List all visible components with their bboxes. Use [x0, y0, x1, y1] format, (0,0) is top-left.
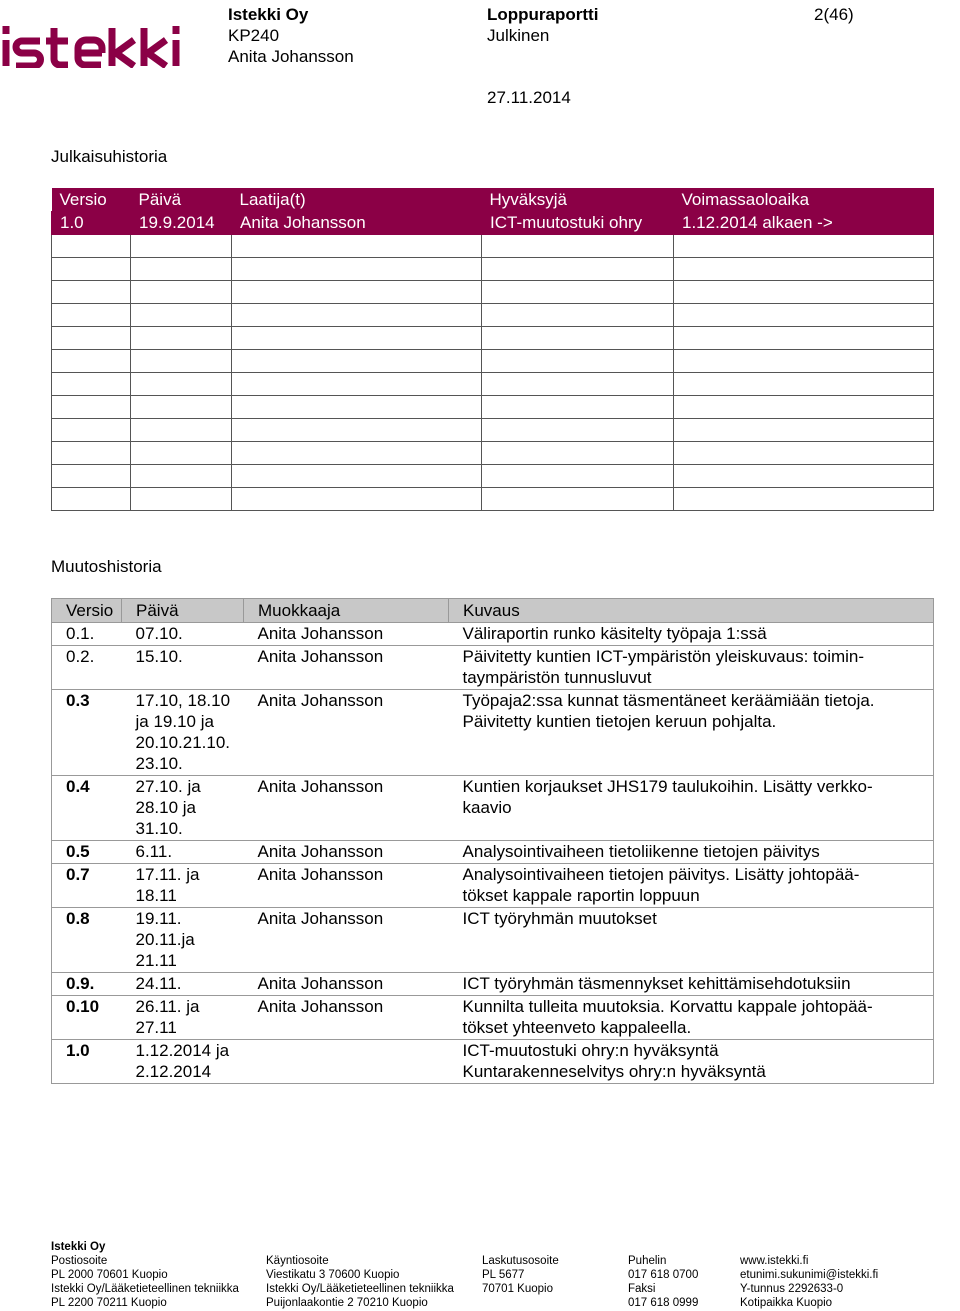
date-cell: 1.12.2014 ja 2.12.2014 — [122, 1040, 244, 1084]
version-cell: 0.8 — [52, 908, 122, 973]
editor-cell: Anita Johansson — [244, 646, 449, 690]
empty-row — [52, 419, 934, 442]
table-cell — [482, 235, 674, 258]
column-header: Muokkaaja — [244, 599, 449, 623]
column-header: Hyväksyjä — [482, 188, 674, 212]
footer-text: Käyntiosoite — [266, 1255, 329, 1267]
table-cell — [482, 419, 674, 442]
footer-text: Puhelin — [628, 1255, 667, 1267]
version-cell: 0.5 — [52, 841, 122, 864]
footer-text: Faksi — [628, 1283, 656, 1295]
header-doc-type: Loppuraportti — [487, 5, 599, 24]
table-cell — [131, 465, 232, 488]
table-row — [52, 841, 934, 864]
table-cell — [52, 304, 131, 327]
table-cell — [52, 465, 131, 488]
editor-cell: Anita Johansson — [244, 841, 449, 864]
version-cell: 0.4 — [52, 776, 122, 841]
footer-link-email[interactable]: etunimi.sukunimi@istekki.fi — [740, 1269, 879, 1281]
version-cell: 1.0 — [52, 1040, 122, 1084]
table-cell — [232, 419, 482, 442]
empty-row — [52, 488, 934, 511]
publication-history-title: Julkaisuhistoria — [51, 147, 168, 166]
table-cell — [674, 281, 934, 304]
table-cell — [674, 442, 934, 465]
footer — [51, 1240, 105, 1254]
version-cell: 0.3 — [52, 690, 122, 776]
empty-row — [52, 281, 934, 304]
table-cell — [52, 442, 131, 465]
description-cell: Analysointivaiheen tietojen päivitys. Lisätty johtopää- tökset kappale raportin loppuun — [449, 864, 934, 908]
footer-link-website[interactable]: www.istekki.fi — [740, 1255, 809, 1267]
description-cell: Kuntien korjaukset JHS179 taulukoihin. Lisätty verkko- kaavio — [449, 776, 934, 841]
table-cell — [674, 396, 934, 419]
editor-cell: Anita Johansson — [244, 776, 449, 841]
table-cell — [674, 327, 934, 350]
table-cell — [482, 396, 674, 419]
table-cell — [131, 442, 232, 465]
table-cell — [52, 488, 131, 511]
table-cell — [131, 258, 232, 281]
table-cell — [52, 350, 131, 373]
istekki-logo — [0, 24, 185, 68]
date-cell: 07.10. — [122, 623, 244, 646]
footer-text: PL 2200 70211 Kuopio — [51, 1297, 167, 1309]
editor-cell: Anita Johansson — [244, 623, 449, 646]
date-cell: 17.10, 18.10 ja 19.10 ja 20.10.21.10. 23.10. — [122, 690, 244, 776]
table-cell — [232, 465, 482, 488]
table-cell: 19.9.2014 — [131, 212, 232, 235]
column-header: Kuvaus — [449, 599, 934, 623]
table-cell — [674, 258, 934, 281]
date-cell: 26.11. ja 27.11 — [122, 996, 244, 1040]
footer-col-web — [740, 1254, 878, 1310]
date-cell: 6.11. — [122, 841, 244, 864]
footer-col-phone — [628, 1254, 698, 1310]
footer-col-postal — [51, 1254, 239, 1310]
description-cell: ICT työryhmän täsmennykset kehittämisehdotuksiin — [449, 973, 934, 996]
table-cell — [232, 281, 482, 304]
table-cell — [232, 488, 482, 511]
editor-cell: Anita Johansson — [244, 908, 449, 973]
footer-text: Istekki Oy/Lääketieteellinen tekniikka — [266, 1283, 454, 1295]
table-row — [52, 646, 934, 690]
table-cell — [232, 235, 482, 258]
table-cell — [131, 350, 232, 373]
empty-row — [52, 373, 934, 396]
table-cell — [131, 281, 232, 304]
column-header: Laatija(t) — [232, 188, 482, 212]
table-cell — [482, 442, 674, 465]
footer-text: 017 618 0700 — [628, 1269, 699, 1281]
table-cell — [482, 258, 674, 281]
description-cell: Päivitetty kuntien ICT-ympäristön yleiskuvaus: toimin- taympäristön tunnusluvut — [449, 646, 934, 690]
footer-col-visit — [266, 1254, 454, 1310]
footer-text: Viestikatu 3 70600 Kuopio — [266, 1269, 400, 1281]
column-header: Päivä — [122, 599, 244, 623]
version-cell: 0.9. — [52, 973, 122, 996]
footer-text: Postiosoite — [51, 1255, 108, 1267]
table-cell — [232, 396, 482, 419]
empty-row — [52, 350, 934, 373]
table-cell — [52, 419, 131, 442]
table-cell — [52, 281, 131, 304]
table-cell — [674, 373, 934, 396]
version-cell: 0.7 — [52, 864, 122, 908]
editor-cell: Anita Johansson — [244, 973, 449, 996]
page-number: 2(46) — [814, 5, 854, 24]
footer-text: Puijonlaakontie 2 70210 Kuopio — [266, 1297, 428, 1309]
table-row — [52, 776, 934, 841]
table-row — [52, 973, 934, 996]
empty-row — [52, 465, 934, 488]
editor-cell: Anita Johansson — [244, 996, 449, 1040]
table-header-row — [52, 599, 934, 623]
table-cell: Anita Johansson — [232, 212, 482, 235]
column-header: Voimassaoloaika — [674, 188, 934, 212]
editor-cell — [244, 1040, 449, 1084]
header-company: Istekki Oy — [228, 5, 309, 24]
date-cell: 15.10. — [122, 646, 244, 690]
table-row — [52, 690, 934, 776]
description-cell: ICT-muutostuki ohry:n hyväksyntä Kuntarakenneselvitys ohry:n hyväksyntä — [449, 1040, 934, 1084]
footer-text: Istekki Oy/Lääketieteellinen tekniikka — [51, 1283, 239, 1295]
column-header: Päivä — [131, 188, 232, 212]
footer-col-billing — [482, 1254, 559, 1296]
date-cell: 27.10. ja 28.10 ja 31.10. — [122, 776, 244, 841]
footer-text: Laskutusosoite — [482, 1255, 559, 1267]
empty-row — [52, 258, 934, 281]
table-cell: 1.0 — [52, 212, 131, 235]
table-cell — [674, 350, 934, 373]
table-row — [52, 996, 934, 1040]
version-cell: 0.10 — [52, 996, 122, 1040]
empty-row — [52, 327, 934, 350]
table-cell — [52, 396, 131, 419]
footer-text: Kotipaikka Kuopio — [740, 1297, 833, 1309]
empty-row — [52, 304, 934, 327]
description-cell: Kunnilta tulleita muutoksia. Korvattu kappale johtopää- tökset yhteenveto kappaleella. — [449, 996, 934, 1040]
table-cell — [482, 304, 674, 327]
table-cell — [52, 258, 131, 281]
table-cell — [131, 304, 232, 327]
footer-text: 017 618 0999 — [628, 1297, 699, 1309]
date-cell: 19.11. 20.11.ja 21.11 — [122, 908, 244, 973]
table-row — [52, 864, 934, 908]
header-date: 27.11.2014 — [487, 88, 571, 107]
table-row — [52, 1040, 934, 1084]
table-cell — [232, 327, 482, 350]
footer-text: 70701 Kuopio — [482, 1283, 553, 1295]
empty-row — [52, 235, 934, 258]
description-cell: Työpaja2:ssa kunnat täsmentäneet keräämiään tietoja. Päivitetty kuntien tietojen keruun pohjalta. — [449, 690, 934, 776]
table-cell: 1.12.2014 alkaen -> — [674, 212, 934, 235]
table-cell — [232, 350, 482, 373]
table-cell — [674, 465, 934, 488]
editor-cell: Anita Johansson — [244, 690, 449, 776]
change-history-title: Muutoshistoria — [51, 557, 162, 576]
table-cell — [52, 327, 131, 350]
table-cell — [482, 373, 674, 396]
table-cell — [131, 373, 232, 396]
editor-cell: Anita Johansson — [244, 864, 449, 908]
table-cell — [131, 396, 232, 419]
column-header: Versio — [52, 188, 131, 212]
table-cell — [674, 488, 934, 511]
table-cell — [52, 373, 131, 396]
version-cell: 0.1. — [52, 623, 122, 646]
footer-company: Istekki Oy — [51, 1241, 106, 1253]
table-row — [52, 212, 934, 235]
table-cell — [482, 488, 674, 511]
table-cell: ICT-muutostuki ohry — [482, 212, 674, 235]
header-author: Anita Johansson — [228, 47, 354, 66]
description-cell: ICT työryhmän muutokset — [449, 908, 934, 973]
table-cell — [232, 258, 482, 281]
empty-row — [52, 396, 934, 419]
table-cell — [232, 442, 482, 465]
footer-text: PL 2000 70601 Kuopio — [51, 1269, 168, 1281]
publication-history-table — [51, 188, 934, 511]
footer-text: Y-tunnus 2292633-0 — [740, 1283, 844, 1295]
table-cell — [232, 304, 482, 327]
table-cell — [674, 304, 934, 327]
table-row — [52, 623, 934, 646]
table-cell — [482, 350, 674, 373]
table-cell — [674, 235, 934, 258]
table-cell — [482, 465, 674, 488]
description-cell: Väliraportin runko käsitelty työpaja 1:ssä — [449, 623, 934, 646]
table-cell — [52, 235, 131, 258]
table-cell — [131, 488, 232, 511]
table-cell — [131, 235, 232, 258]
header-project: KP240 — [228, 26, 280, 45]
empty-row — [52, 442, 934, 465]
date-cell: 17.11. ja 18.11 — [122, 864, 244, 908]
table-cell — [131, 419, 232, 442]
version-cell: 0.2. — [52, 646, 122, 690]
table-row — [52, 908, 934, 973]
table-header-row — [52, 188, 934, 212]
table-cell — [674, 419, 934, 442]
date-cell: 24.11. — [122, 973, 244, 996]
header-classification: Julkinen — [487, 26, 550, 45]
description-cell: Analysointivaiheen tietoliikenne tietojen päivitys — [449, 841, 934, 864]
column-header: Versio — [52, 599, 122, 623]
change-history-table — [51, 598, 934, 1084]
table-cell — [482, 281, 674, 304]
footer-text: PL 5677 — [482, 1269, 525, 1281]
table-cell — [131, 327, 232, 350]
table-cell — [482, 327, 674, 350]
table-cell — [232, 373, 482, 396]
